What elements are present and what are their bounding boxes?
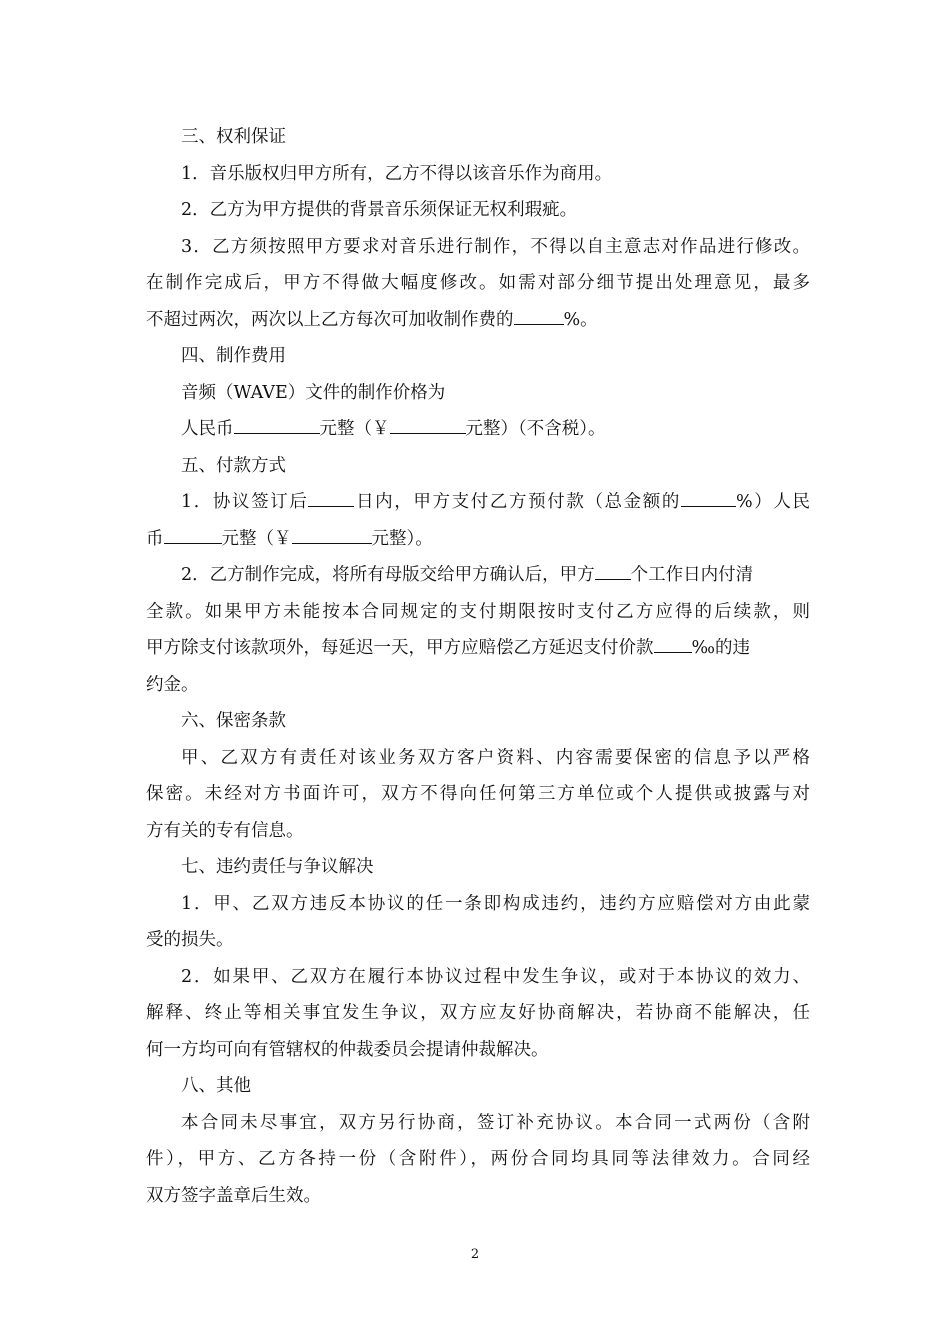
- clause-7-1-line2: 受的损失。: [146, 930, 234, 950]
- confidentiality-line1: 甲、乙双方有责任对该业务双方客户资料、内容需要保密的信息予以严格: [181, 747, 810, 768]
- page-number: 2: [470, 1247, 480, 1262]
- section-heading-fees: 四、制作费用: [181, 346, 286, 366]
- clause-7-2-line3: 何一方均可向有管辖权的仲裁委员会提请仲裁解决。: [146, 1039, 549, 1060]
- clause-3-2: 2．乙方为甲方提供的背景音乐须保证无权利瑕疵。: [181, 200, 578, 220]
- clause-3-3-line1: 3．乙方须按照甲方要求对音乐进行制作，不得以自主意志对作品进行修改。: [181, 236, 810, 257]
- section-heading-other: 八、其他: [181, 1076, 251, 1096]
- fill-blank-prepay-yen: [292, 521, 372, 544]
- fill-blank-prepay-rmb: [164, 521, 222, 544]
- section-heading-liability: 七、违约责任与争议解决: [181, 857, 374, 877]
- fee-line-2: 人民币 元整（￥ 元整）（不含税）。: [146, 411, 810, 448]
- clause-5-1-line2: 币 元整（￥ 元整）。: [146, 521, 810, 558]
- clause-5-2-line2: 全款。如果甲方未能按本合同规定的支付期限按时支付乙方应得的后续款，则: [146, 601, 810, 622]
- fill-blank-days: [308, 484, 354, 507]
- confidentiality-line3: 方有关的专有信息。: [146, 820, 304, 841]
- clause-7-2-line1: 2．如果甲、乙双方在履行本协议过程中发生争议，或对于本协议的效力、: [181, 966, 810, 987]
- clause-7-2-line2: 解释、终止等相关事宜发生争议，双方应友好协商解决，若协商不能解决，任: [146, 1003, 810, 1023]
- section-heading-payment: 五、付款方式: [181, 455, 286, 476]
- clause-3-1: 1．音乐版权归甲方所有，乙方不得以该音乐作为商用。: [181, 163, 613, 184]
- fill-blank-fee-percent: [514, 302, 564, 325]
- clause-3-3-line2: 在制作完成后，甲方不得做大幅度修改。如需对部分细节提出处理意见，最多: [146, 273, 810, 293]
- clause-3-3-line3: 不超过两次，两次以上乙方每次可加收制作费的 %。: [146, 302, 810, 339]
- fill-blank-prepay-percent: [681, 484, 736, 507]
- other-line2: 件），甲方、乙方各持一份（含附件），两份合同均具同等法律效力。合同经: [146, 1149, 810, 1169]
- fill-blank-rmb-amount: [234, 411, 320, 434]
- fill-blank-workdays: [595, 557, 631, 580]
- section-heading-rights: 三、权利保证: [181, 127, 286, 147]
- fee-line-1: 音频（WAVE）文件的制作价格为: [181, 382, 446, 403]
- contract-body: [146, 119, 810, 1214]
- confidentiality-line2: 保密。未经对方书面许可，双方不得向任何第三方单位或个人提供或披露与对: [146, 784, 810, 804]
- fill-blank-yen-amount: [390, 411, 466, 434]
- clause-5-2-line4: 约金。: [146, 674, 199, 695]
- clause-7-1-line1: 1．甲、乙双方违反本协议的任一条即构成违约，违约方应赔偿对方由此蒙: [181, 893, 810, 914]
- other-line1: 本合同未尽事宜，双方另行协商，签订补充协议。本合同一式两份（含附: [181, 1112, 810, 1133]
- clause-5-1-line1: 1．协议签订后 日内，甲方支付乙方预付款（总金额的 %）人民: [146, 484, 810, 521]
- fill-blank-penalty-permille: [654, 630, 692, 653]
- section-heading-confidentiality: 六、保密条款: [181, 711, 286, 731]
- other-line3: 双方签字盖章后生效。: [146, 1185, 321, 1206]
- clause-5-2-line3: 甲方除支付该款项外，每延迟一天，甲方应赔偿乙方延迟支付价款 ‰的违: [146, 630, 810, 667]
- clause-5-2-line1: 2．乙方制作完成，将所有母版交给甲方确认后，甲方 个工作日内付清: [146, 557, 810, 594]
